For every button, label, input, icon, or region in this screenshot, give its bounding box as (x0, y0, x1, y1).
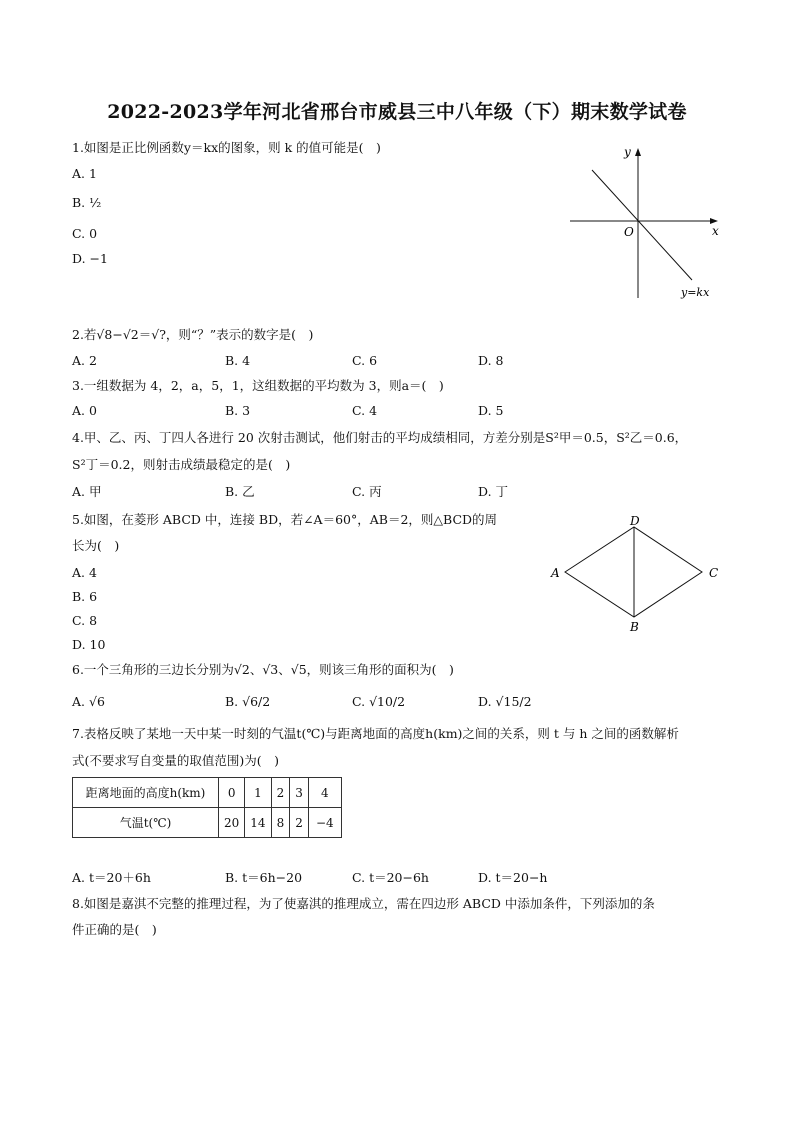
table-cell: −4 (308, 808, 341, 838)
y-axis-label: y (624, 145, 631, 159)
q4-option-d: D. 丁 (478, 484, 509, 499)
q1-option-a: A. 1 (72, 166, 97, 181)
q7-stem-line1: 7.表格反映了某地一天中某一时刻的气温t(℃)与距离地面的高度h(km)之间的关系，则 t 与 h 之间的函数解析 (72, 726, 679, 741)
table-cell: 1 (245, 778, 271, 808)
q4-stem-line1: 4.甲、乙、丙、丁四人各进行 20 次射击测试，他们射击的平均成绩相同，方差分别是S²甲＝0.5，S²乙＝0.6， (72, 430, 688, 445)
q5-option-c: C. 8 (72, 613, 98, 628)
y-axis-arrow (635, 148, 641, 156)
q4-option-b: B. 乙 (225, 484, 255, 499)
q4-option-a: A. 甲 (72, 484, 102, 499)
table-cell: 20 (219, 808, 245, 838)
q5-rhombus-figure (545, 513, 725, 635)
q6-stem: 6.一个三角形的三边长分别为√2、√3、√5，则该三角形的面积为( ) (72, 662, 454, 677)
q1-graph (560, 140, 730, 305)
q2-stem: 2.若√8−√2＝√?，则“？”表示的数字是( ) (72, 327, 314, 342)
q6-option-b: B. √6/2 (225, 694, 271, 709)
q2-option-c: C. 6 (352, 353, 378, 368)
q6-option-d: D. √15/2 (478, 694, 532, 709)
q5-option-b: B. 6 (72, 589, 98, 604)
table-row (73, 778, 342, 808)
q7-option-c: C. t＝20−6h (352, 870, 429, 885)
table-cell: 4 (308, 778, 341, 808)
q8-stem-line2: 件正确的是( ) (72, 922, 157, 937)
q6-option-c: C. √10/2 (352, 694, 406, 709)
table-cell: 0 (219, 778, 245, 808)
q1-option-b: B. ½ (72, 195, 102, 210)
vertex-b-label: B (630, 620, 639, 634)
q5-option-d: D. 10 (72, 637, 106, 652)
graph-line (592, 170, 692, 280)
q2-option-a: A. 2 (72, 353, 97, 368)
table-cell: 14 (245, 808, 271, 838)
table-cell: 2 (271, 778, 290, 808)
q7-stem-line2: 式(不要求写自变量的取值范围)为( ) (72, 753, 280, 768)
table-cell: 2 (290, 808, 309, 838)
q1-stem: 1.如图是正比例函数y＝kx的图象，则 k 的值可能是( ) (72, 140, 381, 155)
q3-option-a: A. 0 (72, 403, 97, 418)
x-axis-label: x (712, 224, 719, 238)
q5-stem-line1: 5.如图，在菱形 ABCD 中，连接 BD，若∠A＝60°，AB＝2，则△BCD的周 (72, 512, 498, 527)
q8-stem-line1: 8.如图是嘉淇不完整的推理过程，为了使嘉淇的推理成立，需在四边形 ABCD 中添加条件，下列添加的条 (72, 896, 655, 911)
q7-table (72, 777, 342, 838)
page-title: 2022-2023学年河北省邢台市威县三中八年级（下）期末数学试卷 (107, 101, 687, 123)
q5-stem-line2: 长为( ) (72, 538, 120, 553)
q5-option-a: A. 4 (72, 565, 97, 580)
origin-label: O (624, 225, 634, 239)
q7-option-d: D. t＝20−h (478, 870, 548, 885)
q4-option-c: C. 丙 (352, 484, 382, 499)
q1-option-c: C. 0 (72, 226, 98, 241)
q3-option-b: B. 3 (225, 403, 251, 418)
table-cell: 距离地面的高度h(km) (73, 778, 219, 808)
vertex-a-label: A (551, 566, 560, 580)
vertex-d-label: D (630, 514, 640, 528)
table-row (73, 808, 342, 838)
q4-stem-line2: S²丁＝0.2，则射击成绩最稳定的是( ) (72, 457, 291, 472)
q2-option-b: B. 4 (225, 353, 251, 368)
q3-option-c: C. 4 (352, 403, 378, 418)
q1-option-d: D. −1 (72, 251, 108, 266)
vertex-c-label: C (709, 566, 719, 580)
q7-option-a: A. t＝20＋6h (72, 870, 151, 885)
q6-option-a: A. √6 (72, 694, 105, 709)
q3-option-d: D. 5 (478, 403, 504, 418)
q3-stem: 3.一组数据为 4，2，a，5，1，这组数据的平均数为 3，则a＝( ) (72, 378, 444, 393)
table-cell: 8 (271, 808, 290, 838)
q7-option-b: B. t＝6h−20 (225, 870, 303, 885)
q2-option-d: D. 8 (478, 353, 504, 368)
line-label: y=kx (681, 286, 710, 299)
table-cell: 3 (290, 778, 309, 808)
table-cell: 气温t(℃) (73, 808, 219, 838)
